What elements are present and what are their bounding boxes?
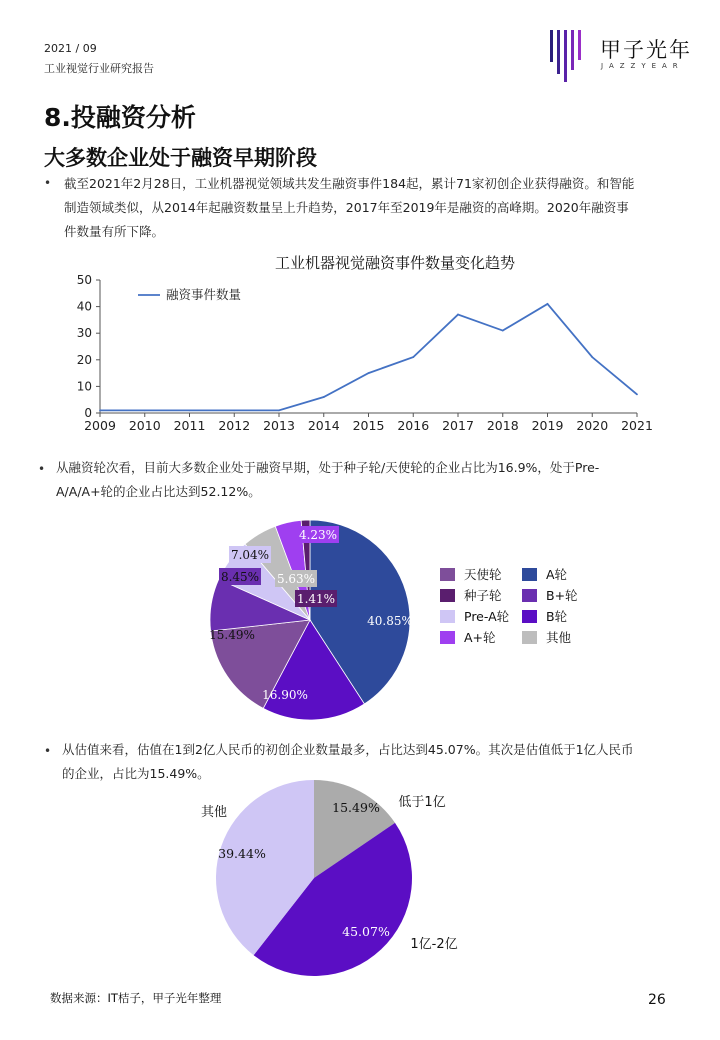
chart-title: 工业机器视觉融资事件数量变化趋势 (274, 254, 516, 272)
data-point (547, 303, 549, 305)
x-tick-label: 2017 (442, 418, 474, 433)
y-tick-label: 0 (84, 406, 92, 420)
x-tick-label: 2020 (576, 418, 609, 433)
y-tick-label: 30 (76, 326, 92, 341)
pie-category-label: 低于1亿 (398, 795, 446, 810)
series-line (100, 304, 637, 410)
paragraph-1 (64, 172, 634, 244)
page-heading: 大多数企业处于融资早期阶段 (44, 146, 317, 170)
pie-slice-label: 40.85% (367, 614, 413, 628)
pie-legend (440, 567, 578, 645)
data-point (368, 372, 370, 374)
legend-swatch (522, 568, 537, 581)
valuation-pie-chart (170, 780, 490, 990)
logo-bars-icon (550, 30, 581, 82)
data-point (278, 409, 280, 411)
data-point (99, 409, 101, 411)
pie-slice-label: 16.90% (262, 688, 308, 702)
x-tick-label: 2014 (307, 418, 340, 433)
data-point (457, 314, 459, 316)
pie-slices (201, 780, 458, 976)
legend-label: A轮 (546, 567, 568, 582)
x-tick-label: 2010 (128, 418, 161, 433)
brand-name-en: JAZZYEAR (601, 62, 684, 70)
legend-label: 天使轮 (464, 567, 502, 582)
paragraph-line: A/A/A+轮的企业占比达到52.12%。 (56, 484, 261, 499)
data-point (591, 356, 593, 358)
data-source: 数据来源：IT桔子，甲子光年整理 (50, 991, 222, 1005)
legend-swatch (522, 610, 537, 623)
paragraph-line: 的企业，占比为15.49%。 (62, 766, 210, 781)
legend-swatch (440, 589, 455, 602)
x-tick-label: 2011 (173, 418, 206, 433)
paragraph-line: 截至2021年2月28日，工业机器视觉领域共发生融资事件184起，累计71家初创企业获得融资。和智能 (64, 176, 635, 191)
report-date: 2021 / 09 (44, 42, 97, 55)
pie-slice-label: 45.07% (342, 924, 390, 939)
paragraph-line: 制造领域类似，从2014年起融资数量呈上升趋势，2017年至2019年是融资的高峰期。2020年融资事 (64, 200, 629, 215)
legend-label: B轮 (546, 609, 568, 624)
pie-slice-label: 39.44% (218, 846, 266, 861)
bullet-icon: • (38, 462, 46, 476)
legend-swatch (440, 568, 455, 581)
chart-axes (77, 273, 653, 433)
x-tick-label: 2019 (531, 418, 564, 433)
pie-slice-label: 1.41% (296, 592, 336, 606)
data-point (189, 409, 191, 411)
x-tick-label: 2013 (263, 418, 295, 433)
paragraph-line: 从估值来看，估值在1到2亿人民币的初创企业数量最多，占比达到45.07%。其次是估值低于1亿人民币 (62, 742, 634, 757)
data-point (233, 409, 235, 411)
data-point (412, 356, 414, 358)
paragraph-line: 从融资轮次看，目前大多数企业处于融资早期，处于种子轮/天使轮的企业占比为16.9%，处于Pre- (56, 460, 600, 475)
x-tick-label: 2015 (352, 418, 385, 433)
report-title: 工业视觉行业研究报告 (44, 62, 154, 75)
data-point (636, 393, 638, 395)
pie-category-label: 其他 (200, 805, 228, 820)
bullet-icon: • (44, 176, 52, 190)
pie-slice-label: 8.45% (220, 570, 260, 584)
legend-label: 其他 (546, 630, 572, 645)
x-tick-label: 2016 (397, 418, 430, 433)
y-tick-label: 10 (76, 379, 92, 394)
pie-slice-label: 15.49% (209, 628, 255, 642)
chart-series (99, 303, 638, 411)
y-tick-label: 50 (76, 273, 92, 287)
pie-slices (209, 520, 413, 720)
legend-label: 融资事件数量 (166, 287, 242, 302)
chart-legend (138, 287, 241, 302)
y-tick-label: 20 (76, 352, 92, 367)
legend-label: B+轮 (546, 588, 578, 603)
legend-swatch (440, 631, 455, 644)
y-tick-label: 40 (76, 299, 92, 314)
data-point (144, 409, 146, 411)
x-tick-label: 2018 (486, 418, 519, 433)
legend-swatch (440, 610, 455, 623)
paragraph-3 (62, 738, 634, 786)
legend-label: A+轮 (464, 630, 496, 645)
x-tick-label: 2012 (218, 418, 251, 433)
legend-label: 种子轮 (464, 588, 502, 603)
x-tick-label: 2021 (621, 418, 653, 433)
line-chart (60, 248, 670, 438)
data-point (502, 330, 504, 332)
pie-slice-label: 4.23% (298, 528, 338, 542)
page-number: 26 (648, 992, 666, 1008)
pie-slice-label: 5.63% (276, 572, 316, 586)
pie-slice-label: 15.49% (332, 800, 380, 815)
brand-name: 甲子光年 (600, 38, 692, 62)
funding-round-pie-chart (190, 510, 610, 726)
pie-slice-label: 7.04% (230, 548, 270, 562)
section-title: 8.投融资分析 (44, 103, 196, 132)
pie-category-label: 1亿-2亿 (410, 937, 458, 952)
legend-swatch (522, 631, 537, 644)
legend-label: Pre-A轮 (464, 609, 510, 624)
x-tick-label: 2009 (84, 418, 116, 433)
legend-swatch (522, 589, 537, 602)
paragraph-line: 件数量有所下降。 (64, 224, 165, 239)
paragraph-2 (56, 456, 599, 504)
data-point (323, 396, 325, 398)
bullet-icon: • (44, 744, 52, 758)
